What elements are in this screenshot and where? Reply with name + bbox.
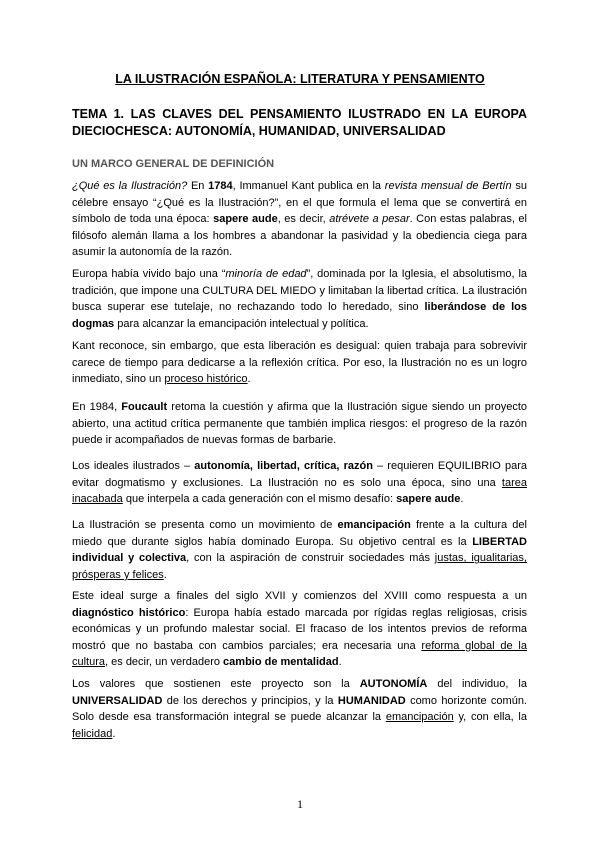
foucault-name: Foucault (121, 401, 168, 413)
text-run: , es decir, (277, 213, 330, 226)
emancipacion-link-term: emancipación (385, 711, 454, 724)
text-run: En 1984, (72, 401, 122, 413)
text-run: Los ideales ilustrados – (72, 460, 195, 472)
text-run: retoma la cuestión y afirma que la Ilustración sigue siendo un proyecto abierto, una actitud crítica permanente que también implica riesgos: el progreso de la razón puede ir acompañados de nuevas formas de barbarie. (72, 401, 527, 447)
emancipacion-term: emancipación (337, 519, 411, 531)
text-run: . Con estas palabras, el filósofo alemán llama a los hombres a abandonar la pasividad y la obediencia ciega para asumir la autonomía de la razón. (72, 213, 527, 259)
paragraph-diagnostico (72, 588, 527, 671)
cambio-mentalidad-term: cambio de mentalidad (223, 656, 339, 669)
section-heading: UN MARCO GENERAL DE DEFINICIÓN (72, 158, 275, 170)
text-run: , Immanuel Kant publica en la (232, 180, 385, 192)
tarea-inacabada-term: tarea inacabada (72, 476, 527, 506)
libertad-term: LIBERTAD individual y colectiva (72, 535, 527, 565)
sociedades-term: justas, igualitarias, prósperas y felices (72, 552, 527, 581)
journal-name: revista mensual de Bertín (384, 180, 512, 192)
text-run: para alcanzar la emancipación intelectual y política. (114, 317, 369, 330)
text-run: frente a la cultura del miedo que durante siglos había dominado Europa. Su objetivo central es la (72, 519, 527, 548)
text-run: como horizonte común. Solo desde esa transformación integral se puede alcanzar la (72, 694, 527, 724)
paragraph-kant-intro (72, 178, 527, 261)
universalidad-term: UNIVERSALIDAD (72, 694, 163, 707)
text-run: su célebre ensayo “¿Qué es la Ilustración?”, en el que formula el lema que se convertirá en símbolo de toda una época: (72, 180, 527, 226)
paragraph-foucault (72, 399, 527, 449)
ideales-list: autonomía, libertad, crítica, razón (194, 460, 373, 472)
text-run: En (187, 180, 209, 192)
sapere-aude-term: sapere aude (396, 493, 461, 506)
tema-title: TEMA 1. LAS CLAVES DEL PENSAMIENTO ILUSTRADO EN LA EUROPA DIECIOCHESCA: AUTONOMÍA, HUMANIDAD, UNIVERSALIDAD (72, 107, 527, 138)
text-run: . (112, 727, 116, 740)
text-run: . (163, 568, 167, 581)
reforma-global-term: reforma global de la cultura (72, 639, 527, 669)
text-run: y, con ella, la (453, 711, 527, 724)
dogmas-term: liberándose de los dogmas (72, 301, 528, 330)
minoria-term: minoría de edad (225, 268, 307, 280)
text-run: , es decir, un verdadero (105, 656, 224, 669)
text-run: que interpela a cada generación con el mismo desafío: (122, 493, 397, 506)
year-1784: 1784 (208, 180, 233, 192)
text-run: de los derechos y principios, y la (162, 694, 338, 707)
paragraph-kant-desigual (72, 338, 527, 388)
diagnostico-term: diagnóstico histórico (72, 606, 186, 619)
text-run: ”, dominada por la Iglesia, el absolutismo, la tradición, que impone una CULTURA DEL MIEDO y limitaban la libertad crítica. La ilustración busca superar ese tutelaje, no rechazando todo lo heredado, sino (72, 268, 528, 314)
paragraph-emancipacion (72, 517, 527, 583)
humanidad-term: HUMANIDAD (337, 694, 406, 707)
autonomia-term: AUTONOMÍA (359, 678, 428, 690)
text-run: del individuo, la (427, 678, 527, 690)
text-run: . (460, 493, 464, 506)
sapere-aude-term: sapere aude (213, 213, 278, 226)
text-run: Europa había vivido bajo una “ (72, 268, 226, 280)
text-run: – requieren EQUILIBRIO para evitar dogmatismo y exclusiones. La Ilustración no es solo una época, sino una (72, 460, 528, 489)
felicidad-term: felicidad (72, 727, 113, 740)
paragraph-valores (72, 676, 527, 742)
text-run: , con la aspiración de construir sociedades más (186, 552, 435, 565)
text-run: : Europa había estado marcada por rígidas reglas religiosas, crisis económicas y un profundo malestar social. El fracaso de los intentos previos de reforma mostró que no bastaba con cambios parciales; era necesaria una (72, 606, 527, 652)
question-phrase: ¿Qué es la Ilustración? (72, 180, 188, 192)
text-run: . (338, 656, 342, 669)
text-run: Kant reconoce, sin embargo, que esta liberación es desigual: quien trabaja para sobrevivir carece de tiempo para dedicarse a la reflexión crítica. Por eso, la Ilustración no es un logro inmediato, sino un (72, 340, 527, 386)
text-run: Este ideal surge a finales del siglo XVII y comienzos del XVIII como respuesta a un (72, 590, 527, 602)
text-run: Los valores que sostienen este proyecto son la (72, 678, 360, 690)
text-run: . (247, 373, 251, 386)
translation-phrase: atrévete a pesar (329, 213, 410, 226)
document-title: LA ILUSTRACIÓN ESPAÑOLA: LITERATURA Y PENSAMIENTO (115, 72, 485, 86)
paragraph-ideales (72, 458, 527, 508)
proceso-historico-term: proceso histórico (164, 373, 248, 386)
paragraph-minoria-de-edad (72, 266, 527, 332)
text-run: La Ilustración se presenta como un movimiento de (72, 519, 338, 531)
page-number: 1 (297, 797, 303, 811)
